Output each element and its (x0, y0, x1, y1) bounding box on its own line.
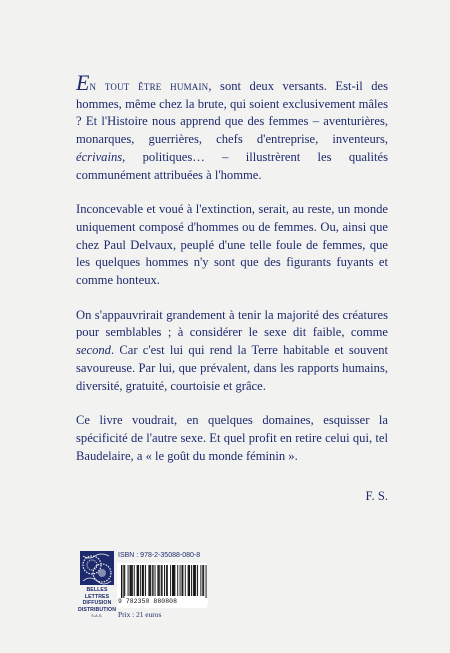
barcode-bars-icon (117, 563, 207, 599)
author-initials: F. S. (365, 489, 388, 503)
isbn: ISBN : 978-2-35088-080-8 (118, 552, 201, 559)
blurb-text (76, 70, 389, 482)
publisher-emblem-icon (80, 551, 114, 585)
paragraph-1-text-a: , sont deux versants. Est-il des hommes, même chez la brute, qui soient exclusivement mâles ? Et l'Histoire nous apprend que des femmes – aventurières, monarques, guerrières, chefs d'entreprise, inventeurs, (76, 79, 389, 147)
opening-smallcaps: n tout être humain (89, 79, 209, 93)
paragraph-4: Ce livre voudrait, en quelques domaines, esquisser la spécificité de l'autre sexe. Et quel profit en retire celui qui, tel Baudelaire, a « le goût du monde féminin ». (76, 413, 388, 463)
paragraph-1-text-b: , politiques… – illustrèrent les qualités communément attribuées à l'homme. (76, 149, 388, 182)
drop-cap: E (76, 70, 90, 95)
price: Prix : 21 euros (118, 610, 162, 619)
barcode-digits: 9 782350 880808 (117, 598, 208, 605)
publisher-logo (77, 551, 117, 620)
paragraph-3 (76, 307, 388, 396)
paragraph-2: Inconcevable et voué à l'extinction, serait, au reste, un monde uniquement composé d'hommes ou de femmes. Ou, ainsi que chez Paul Delvaux, peuplé d'une telle foule de femmes, que les quelques hommes n'y sont que des figurants fuyants et comme honteux. (76, 202, 388, 288)
paragraph-3-text-b: . Car c'est lui qui rend la Terre habitable et souvent savoureuse. Par lui, que prévalent, dans les rapports humains, diversité, gratuité, courtoisie et grâce. (76, 343, 388, 393)
paragraph-1-italic: écrivains (76, 149, 123, 164)
paragraph-1 (76, 70, 389, 184)
paragraph-3-text-a: On s'appauvrirait grandement à tenir la majorité des créatures pour semblables ; à considérer le sexe dit faible, comme (76, 307, 388, 340)
publisher-name: BELLES LETTRES DIFFUSION DISTRIBUTION S.A.S. (77, 587, 117, 618)
paragraph-3-italic: second (76, 343, 111, 358)
